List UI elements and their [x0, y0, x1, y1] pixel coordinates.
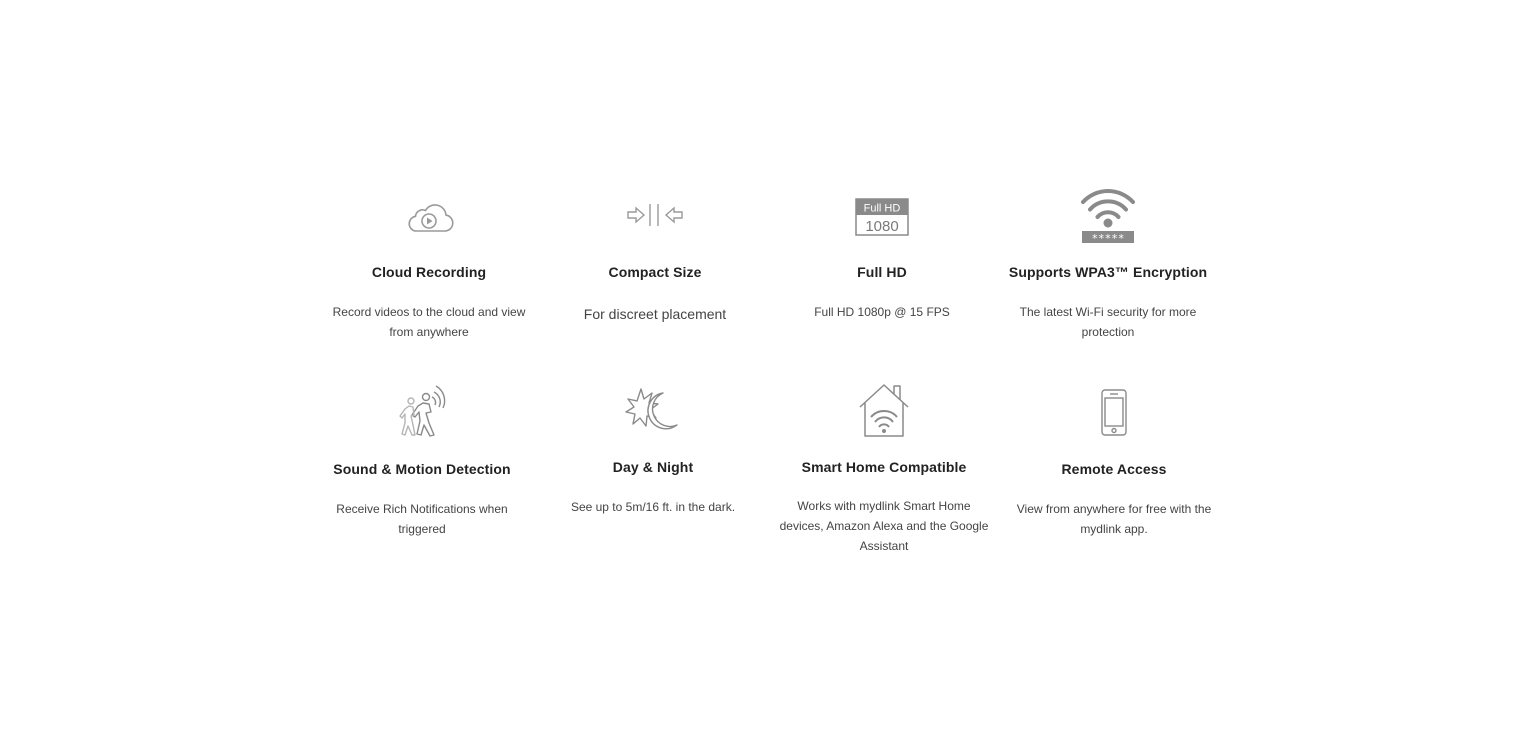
- feature-title: Day & Night: [612, 459, 694, 475]
- feature-title: Compact Size: [608, 264, 702, 280]
- feature-description: View from anywhere for free with the mydlink app.: [1016, 502, 1212, 536]
- feature-title: Supports WPA3™ Encryption: [1008, 264, 1208, 280]
- feature-description: Receive Rich Notifications when triggered: [336, 502, 508, 536]
- feature-title: Full HD: [857, 264, 907, 280]
- feature-description: Record videos to the cloud and view from anywhere: [332, 305, 526, 339]
- full-hd-badge-bottom-text: 1080: [865, 218, 899, 235]
- smart-home-wifi-icon: [858, 383, 910, 439]
- feature-title: Sound & Motion Detection: [333, 461, 511, 477]
- feature-description: The latest Wi-Fi security for more protection: [1019, 305, 1197, 339]
- full-hd-badge-icon: [855, 198, 909, 236]
- compact-arrows-icon: [626, 202, 684, 228]
- wifi-password-stars: *****: [1091, 232, 1125, 244]
- feature-description: See up to 5m/16 ft. in the dark.: [570, 500, 736, 514]
- cloud-play-icon: [403, 198, 455, 234]
- feature-description: Full HD 1080p @ 15 FPS: [814, 305, 950, 319]
- feature-title: Remote Access: [1061, 461, 1167, 477]
- feature-description: Works with mydlink Smart Home devices, Amazon Alexa and the Google Assistant: [779, 499, 989, 553]
- smartphone-icon: [1100, 389, 1128, 437]
- motion-sound-person-icon: [396, 383, 448, 441]
- feature-title: Smart Home Compatible: [801, 459, 967, 475]
- sun-moon-icon: [625, 387, 681, 435]
- feature-description: For discreet placement: [583, 306, 727, 322]
- full-hd-badge-top-text: Full HD: [863, 202, 901, 215]
- feature-title: Cloud Recording: [371, 264, 487, 280]
- wifi-password-icon: [1079, 186, 1137, 244]
